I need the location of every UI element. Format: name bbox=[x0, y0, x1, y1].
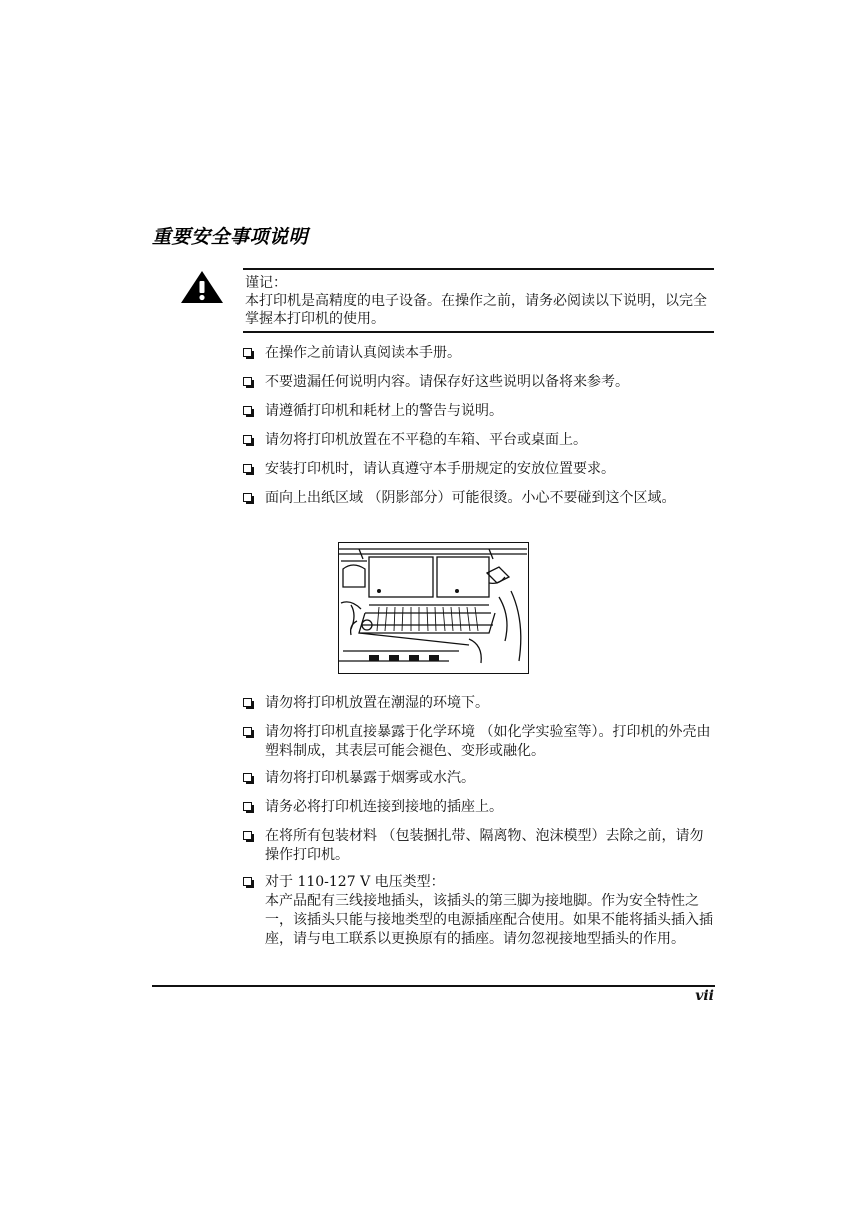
checkbox-bullet-icon bbox=[243, 464, 252, 473]
checkbox-bullet-icon bbox=[243, 802, 252, 811]
caution-body: 本打印机是高精度的电子设备。在操作之前，请务必阅读以下说明，以完全掌握本打印机的使用。 bbox=[245, 293, 707, 327]
list-item: 安装打印机时，请认真遵守本手册规定的安放位置要求。 bbox=[243, 460, 715, 479]
safety-list-bottom bbox=[243, 694, 715, 957]
checkbox-bullet-icon bbox=[243, 348, 252, 357]
safety-list-top bbox=[243, 344, 715, 518]
list-item: 对于 110-127 V 电压类型： 本产品配有三线接地插头，该插头的第三脚为接地脚。作为安全特性之一，该插头只能与接地类型的电源插座配合使用。如果不能将插头插入插座，请与电工联系以更换原有的插座。请勿忽视接地型插头的作用。 bbox=[243, 873, 715, 949]
list-item: 在操作之前请认真阅读本手册。 bbox=[243, 344, 715, 363]
voltage-detail: 本产品配有三线接地插头，该插头的第三脚为接地脚。作为安全特性之一，该插头只能与接地类型的电源插座配合使用。如果不能将插头插入插座，请与电工联系以更换原有的插座。请勿忽视接地型插头的作用。 bbox=[265, 893, 713, 947]
checkbox-bullet-icon bbox=[243, 698, 252, 707]
list-item: 不要遗漏任何说明内容。请保存好这些说明以备将来参考。 bbox=[243, 373, 715, 392]
list-item: 在将所有包装材料 （包装捆扎带、隔离物、泡沫模型）去除之前，请勿操作打印机。 bbox=[243, 827, 715, 865]
checkbox-bullet-icon bbox=[243, 831, 252, 840]
list-item: 请务必将打印机连接到接地的插座上。 bbox=[243, 798, 715, 817]
printer-illustration-drawing bbox=[339, 543, 527, 672]
warning-triangle-icon bbox=[180, 270, 224, 304]
checkbox-bullet-icon bbox=[243, 493, 252, 502]
checkbox-bullet-icon bbox=[243, 377, 252, 386]
list-item: 请勿将打印机直接暴露于化学环境 （如化学实验室等）。打印机的外壳由塑料制成，其表层可能会褪色、变形或融化。 bbox=[243, 723, 715, 761]
checkbox-bullet-icon bbox=[243, 773, 252, 782]
checkbox-bullet-icon bbox=[243, 406, 252, 415]
checkbox-bullet-icon bbox=[243, 727, 252, 736]
page-number: vii bbox=[695, 988, 714, 1004]
caution-heading: 谨记： bbox=[245, 275, 287, 291]
list-item: 面向上出纸区域 （阴影部分）可能很烫。小心不要碰到这个区域。 bbox=[243, 489, 715, 508]
list-item: 请勿将打印机暴露于烟雾或水汽。 bbox=[243, 769, 715, 788]
footer-divider bbox=[152, 985, 715, 987]
checkbox-bullet-icon bbox=[243, 435, 252, 444]
caution-box bbox=[243, 268, 714, 333]
list-item: 请勿将打印机放置在不平稳的车箱、平台或桌面上。 bbox=[243, 431, 715, 450]
checkbox-bullet-icon bbox=[243, 877, 252, 886]
printer-output-area-illustration bbox=[338, 542, 529, 674]
list-item: 请勿将打印机放置在潮湿的环境下。 bbox=[243, 694, 715, 713]
list-item: 请遵循打印机和耗材上的警告与说明。 bbox=[243, 402, 715, 421]
page-title: 重要安全事项说明 bbox=[152, 226, 309, 248]
